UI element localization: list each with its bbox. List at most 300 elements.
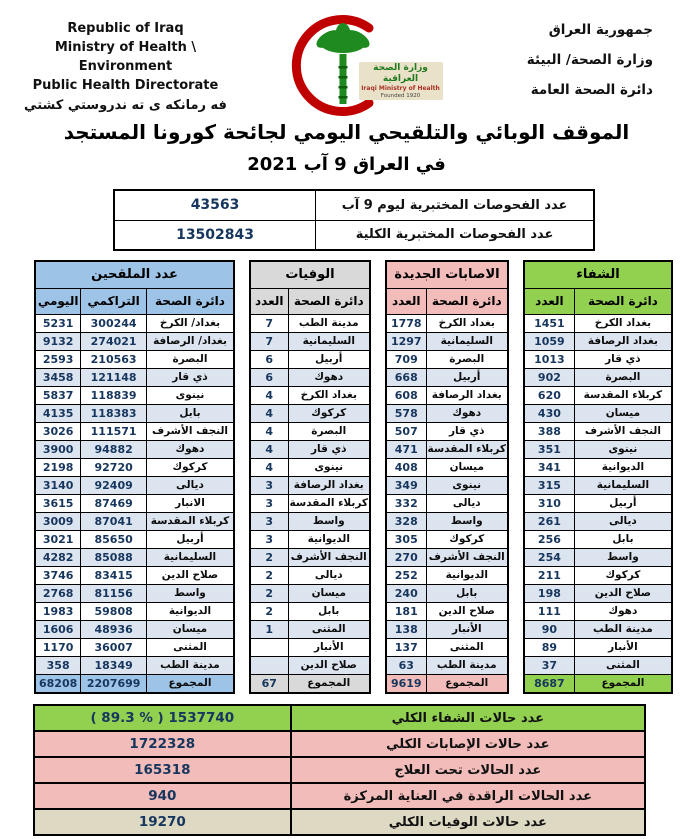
recovery-title: الشفاء	[524, 261, 672, 288]
count-cell: 388	[524, 422, 574, 440]
count-cell: 2768	[35, 584, 81, 602]
count-cell: 4135	[35, 404, 81, 422]
count-cell: 87041	[81, 512, 147, 530]
summary-label: عدد حالات الشفاء الكلي	[291, 705, 645, 731]
count-cell: 198	[524, 584, 574, 602]
province-cell: كركوك	[146, 458, 234, 476]
table-row	[35, 494, 234, 512]
count-cell	[250, 656, 288, 674]
tests-daily-label: عدد الفحوصات المختبرية ليوم 9 آب	[316, 190, 594, 220]
table-row	[35, 476, 234, 494]
count-cell: 1778	[386, 314, 426, 332]
count-cell: 83415	[81, 566, 147, 584]
table-row	[35, 512, 234, 530]
table-row	[524, 476, 672, 494]
province-cell: كركوك	[426, 530, 508, 548]
total-label: المجموع	[426, 674, 508, 693]
count-cell: 254	[524, 548, 574, 566]
total-label: المجموع	[288, 674, 370, 693]
province-cell: الأنبار	[426, 620, 508, 638]
province-tables	[0, 260, 693, 694]
province-cell: الأنبار	[574, 638, 672, 656]
province-cell: المثنى	[146, 638, 234, 656]
table-row	[386, 458, 508, 476]
table-row	[250, 638, 370, 656]
table-row	[35, 530, 234, 548]
table-row	[35, 656, 234, 674]
table-row	[250, 368, 370, 386]
province-cell: الأنبار	[288, 638, 370, 656]
province-cell: دهوك	[288, 368, 370, 386]
table-row	[386, 386, 508, 404]
province-cell: ذي قار	[574, 350, 672, 368]
province-cell: صلاح الدين	[288, 656, 370, 674]
table-row	[386, 638, 508, 656]
table-row	[524, 584, 672, 602]
summary-row	[34, 731, 645, 757]
province-cell: الديوانية	[146, 602, 234, 620]
province-cell: نينوى	[146, 386, 234, 404]
province-cell: بابل	[288, 602, 370, 620]
count-cell: 3458	[35, 368, 81, 386]
count-cell: 59808	[81, 602, 147, 620]
province-cell: السليمانية	[288, 332, 370, 350]
column-header-row	[524, 288, 672, 314]
count-cell: 6	[250, 350, 288, 368]
table-row	[250, 584, 370, 602]
table-row	[386, 404, 508, 422]
table-row	[35, 602, 234, 620]
count-cell: 3	[250, 476, 288, 494]
table-row	[524, 548, 672, 566]
province-cell: ديالى	[426, 494, 508, 512]
count-cell: 89	[524, 638, 574, 656]
count-cell: 92409	[81, 476, 147, 494]
count-cell: 4	[250, 440, 288, 458]
province-cell: ميسان	[574, 404, 672, 422]
count-cell: 608	[386, 386, 426, 404]
count-cell: 3021	[35, 530, 81, 548]
province-cell: مدينة الطب	[574, 620, 672, 638]
table-row	[386, 494, 508, 512]
count-cell: 92720	[81, 458, 147, 476]
total-value: 2207699	[81, 674, 147, 693]
table-title-row	[386, 261, 508, 288]
count-cell: 9132	[35, 332, 81, 350]
column-header-row	[35, 288, 234, 314]
count-cell: 328	[386, 512, 426, 530]
count-cell: 261	[524, 512, 574, 530]
province-cell: دهوك	[426, 404, 508, 422]
count-cell: 1983	[35, 602, 81, 620]
table-row	[35, 566, 234, 584]
count-cell: 3026	[35, 422, 81, 440]
count-cell: 6	[250, 368, 288, 386]
table-title-row	[524, 261, 672, 288]
table-row	[386, 350, 508, 368]
column-header: اليومي	[35, 288, 81, 314]
province-cell: بغداد الرصافة	[288, 476, 370, 494]
count-cell: 351	[524, 440, 574, 458]
table-row	[250, 404, 370, 422]
count-cell: 85088	[81, 548, 147, 566]
count-cell: 430	[524, 404, 574, 422]
tests-total-label: عدد الفحوصات المختبرية الكلية	[316, 220, 594, 250]
count-cell: 310	[524, 494, 574, 512]
province-cell: كربلاء المقدسة	[146, 512, 234, 530]
province-cell: واسط	[146, 584, 234, 602]
count-cell: 3	[250, 494, 288, 512]
table-row	[524, 494, 672, 512]
table-row	[250, 548, 370, 566]
count-cell: 7	[250, 332, 288, 350]
province-cell: واسط	[288, 512, 370, 530]
table-row	[250, 512, 370, 530]
count-cell: 305	[386, 530, 426, 548]
table-row	[250, 350, 370, 368]
count-cell: 118839	[81, 386, 147, 404]
count-cell: 90	[524, 620, 574, 638]
province-cell: بغداد الكرخ	[574, 314, 672, 332]
column-header: العدد	[386, 288, 426, 314]
table-row	[386, 332, 508, 350]
count-cell: 1297	[386, 332, 426, 350]
summary-label: عدد الحالات تحت العلاج	[291, 757, 645, 783]
table-row	[524, 638, 672, 656]
table-row	[250, 566, 370, 584]
province-cell: السليمانية	[426, 332, 508, 350]
province-cell: بابل	[146, 404, 234, 422]
count-cell: 471	[386, 440, 426, 458]
table-row	[35, 314, 234, 332]
column-header: العدد	[524, 288, 574, 314]
province-cell: نينوى	[574, 440, 672, 458]
count-cell: 274021	[81, 332, 147, 350]
column-header: دائرة الصحة	[574, 288, 672, 314]
summary-row	[34, 783, 645, 809]
count-cell: 210563	[81, 350, 147, 368]
count-cell: 349	[386, 476, 426, 494]
table-row	[35, 638, 234, 656]
province-cell: الديوانية	[574, 458, 672, 476]
province-cell: النجف الأشرف	[426, 548, 508, 566]
table-row	[386, 314, 508, 332]
count-cell: 578	[386, 404, 426, 422]
province-cell: بغداد/ الكرخ	[146, 314, 234, 332]
province-cell: ديالى	[574, 512, 672, 530]
count-cell: 3900	[35, 440, 81, 458]
letterhead-line: جمهورية العراق	[548, 22, 653, 38]
table-row	[250, 656, 370, 674]
tests-daily-value: 43563	[114, 190, 316, 220]
column-header: دائرة الصحة	[426, 288, 508, 314]
total-row	[35, 674, 234, 693]
count-cell: 18349	[81, 656, 147, 674]
summary-value: ( 89.3 % ) 1537740	[34, 705, 291, 731]
total-label: المجموع	[146, 674, 234, 693]
table-row	[386, 512, 508, 530]
tests-total-value: 13502843	[114, 220, 316, 250]
count-cell: 668	[386, 368, 426, 386]
count-cell: 341	[524, 458, 574, 476]
count-cell: 620	[524, 386, 574, 404]
table-row	[524, 332, 672, 350]
province-cell: بغداد الكرخ	[426, 314, 508, 332]
table-row	[114, 190, 594, 220]
count-cell: 3746	[35, 566, 81, 584]
table-row	[386, 422, 508, 440]
province-cell: مدينة الطب	[146, 656, 234, 674]
province-cell: البصرة	[288, 422, 370, 440]
report-title-line1: الموقف الوبائي والتلقيحي اليومي لجائحة كورونا المستجد	[63, 120, 630, 144]
deaths-title: الوفيات	[250, 261, 370, 288]
letterhead-line: Republic of Iraq	[67, 21, 184, 36]
table-row	[524, 530, 672, 548]
table-row	[386, 566, 508, 584]
province-cell: السليمانية	[574, 476, 672, 494]
count-cell: 256	[524, 530, 574, 548]
table-row	[250, 620, 370, 638]
table-row	[524, 458, 672, 476]
summary-row	[34, 705, 645, 731]
letterhead-line: وزارة الصحة/ البيئة	[526, 52, 653, 68]
count-cell: 252	[386, 566, 426, 584]
column-header: دائرة الصحة	[146, 288, 234, 314]
province-cell: ميسان	[426, 458, 508, 476]
table-row	[250, 476, 370, 494]
table-row	[524, 602, 672, 620]
count-cell: 7	[250, 314, 288, 332]
province-cell: نينوى	[288, 458, 370, 476]
summary-label: عدد حالات الوفيات الكلي	[291, 809, 645, 835]
table-row	[524, 620, 672, 638]
table-row	[35, 548, 234, 566]
count-cell: 2	[250, 566, 288, 584]
count-cell: 137	[386, 638, 426, 656]
table-row	[35, 368, 234, 386]
province-cell: مدينة الطب	[288, 314, 370, 332]
province-cell: النجف الأشرف	[574, 422, 672, 440]
province-cell: المثنى	[574, 656, 672, 674]
province-cell: نينوى	[426, 476, 508, 494]
province-cell: البصرة	[426, 350, 508, 368]
count-cell: 1059	[524, 332, 574, 350]
table-row	[250, 602, 370, 620]
count-cell: 211	[524, 566, 574, 584]
table-row	[524, 512, 672, 530]
table-row	[386, 368, 508, 386]
table-title-row	[250, 261, 370, 288]
table-row	[524, 404, 672, 422]
count-cell: 3	[250, 530, 288, 548]
province-cell: النجف الأشرف	[146, 422, 234, 440]
table-row	[386, 530, 508, 548]
count-cell: 138	[386, 620, 426, 638]
count-cell: 270	[386, 548, 426, 566]
table-row	[524, 440, 672, 458]
province-cell: صلاح الدين	[574, 584, 672, 602]
summary-value: 940	[34, 783, 291, 809]
count-cell: 1	[250, 620, 288, 638]
logo-english-name: Iraqi Ministry of Health	[361, 85, 440, 93]
province-cell: البصرة	[146, 350, 234, 368]
total-row	[524, 674, 672, 693]
logo-text-box	[359, 62, 443, 100]
summary-value: 165318	[34, 757, 291, 783]
count-cell: 4	[250, 458, 288, 476]
count-cell: 181	[386, 602, 426, 620]
infections-title: الاصابات الجديدة	[386, 261, 508, 288]
letterhead-line: Public Health Directorate	[32, 77, 219, 93]
province-cell: أربيل	[288, 350, 370, 368]
count-cell: 709	[386, 350, 426, 368]
table-row	[524, 368, 672, 386]
province-cell: ديالى	[288, 566, 370, 584]
summary-table	[33, 704, 646, 836]
table-row	[250, 494, 370, 512]
summary-value: 1722328	[34, 731, 291, 757]
table-row	[250, 458, 370, 476]
province-cell: بغداد/ الرصافة	[146, 332, 234, 350]
count-cell: 111571	[81, 422, 147, 440]
table-row	[250, 422, 370, 440]
table-row	[35, 350, 234, 368]
total-row	[386, 674, 508, 693]
count-cell: 507	[386, 422, 426, 440]
total-value: 8687	[524, 674, 574, 693]
count-cell: 240	[386, 584, 426, 602]
province-cell: بغداد الرصافة	[426, 386, 508, 404]
table-row	[524, 656, 672, 674]
count-cell: 2	[250, 584, 288, 602]
province-cell: أربيل	[426, 368, 508, 386]
summary-value: 19270	[34, 809, 291, 835]
table-row	[35, 386, 234, 404]
province-cell: المثنى	[426, 638, 508, 656]
letterhead-arabic	[469, 10, 679, 118]
province-cell: كربلاء المقدسة	[574, 386, 672, 404]
province-cell: المثنى	[288, 620, 370, 638]
total-row	[250, 674, 370, 693]
count-cell	[250, 638, 288, 656]
count-cell: 5231	[35, 314, 81, 332]
table-row	[250, 332, 370, 350]
summary-label: عدد الحالات الراقدة في العناية المركزة	[291, 783, 645, 809]
count-cell: 2198	[35, 458, 81, 476]
total-label: المجموع	[574, 674, 672, 693]
count-cell: 3009	[35, 512, 81, 530]
table-row	[386, 476, 508, 494]
table-row	[524, 350, 672, 368]
column-header: دائرة الصحة	[288, 288, 370, 314]
vaccinated-table	[34, 260, 235, 694]
count-cell: 1606	[35, 620, 81, 638]
province-cell: أربيل	[146, 530, 234, 548]
letterhead-line: دائرة الصحة العامة	[530, 82, 653, 98]
count-cell: 1013	[524, 350, 574, 368]
province-cell: أربيل	[574, 494, 672, 512]
count-cell: 4	[250, 386, 288, 404]
column-header: التراكمي	[81, 288, 147, 314]
table-row	[386, 548, 508, 566]
count-cell: 81156	[81, 584, 147, 602]
table-row	[35, 422, 234, 440]
table-row	[524, 314, 672, 332]
count-cell: 36007	[81, 638, 147, 656]
count-cell: 4	[250, 404, 288, 422]
province-cell: الديوانية	[288, 530, 370, 548]
table-title-row	[35, 261, 234, 288]
table-row	[35, 620, 234, 638]
count-cell: 2593	[35, 350, 81, 368]
table-row	[250, 386, 370, 404]
province-cell: الديوانية	[426, 566, 508, 584]
count-cell: 118383	[81, 404, 147, 422]
count-cell: 4	[250, 422, 288, 440]
count-cell: 94882	[81, 440, 147, 458]
infections-table	[385, 260, 509, 694]
province-cell: كركوك	[574, 566, 672, 584]
province-cell: بغداد الكرخ	[288, 386, 370, 404]
province-cell: بغداد الرصافة	[574, 332, 672, 350]
count-cell: 408	[386, 458, 426, 476]
province-cell: ذي قار	[426, 422, 508, 440]
province-cell: كركوك	[288, 404, 370, 422]
column-header-row	[386, 288, 508, 314]
table-row	[35, 458, 234, 476]
summary-body	[34, 705, 645, 835]
province-cell: النجف الأشرف	[288, 548, 370, 566]
province-cell: البصرة	[574, 368, 672, 386]
province-cell: ميسان	[146, 620, 234, 638]
province-cell: ذي قار	[288, 440, 370, 458]
province-cell: بابل	[426, 584, 508, 602]
count-cell: 2	[250, 602, 288, 620]
logo-founded-text: Founded 1920	[380, 92, 421, 99]
logo-arabic-name: وزارة الصحة العراقية	[373, 62, 428, 84]
count-cell: 332	[386, 494, 426, 512]
table-row	[386, 656, 508, 674]
table-row	[386, 584, 508, 602]
count-cell: 300244	[81, 314, 147, 332]
report-title	[0, 120, 693, 175]
province-cell: كربلاء المقدسة	[426, 440, 508, 458]
count-cell: 1451	[524, 314, 574, 332]
count-cell: 5837	[35, 386, 81, 404]
count-cell: 48936	[81, 620, 147, 638]
province-cell: واسط	[426, 512, 508, 530]
table-row	[114, 220, 594, 250]
count-cell: 902	[524, 368, 574, 386]
recovery-table	[523, 260, 673, 694]
table-row	[35, 404, 234, 422]
count-cell: 3140	[35, 476, 81, 494]
count-cell: 2	[250, 548, 288, 566]
table-row	[386, 602, 508, 620]
province-cell: ميسان	[288, 584, 370, 602]
ministry-logo	[264, 10, 449, 122]
province-cell: دهوك	[146, 440, 234, 458]
province-cell: دهوك	[574, 602, 672, 620]
summary-row	[34, 757, 645, 783]
count-cell: 63	[386, 656, 426, 674]
count-cell: 111	[524, 602, 574, 620]
letterhead	[0, 0, 693, 118]
letterhead-english	[8, 10, 243, 118]
province-cell: ديالى	[146, 476, 234, 494]
province-cell: صلاح الدين	[426, 602, 508, 620]
province-cell: مدينة الطب	[426, 656, 508, 674]
